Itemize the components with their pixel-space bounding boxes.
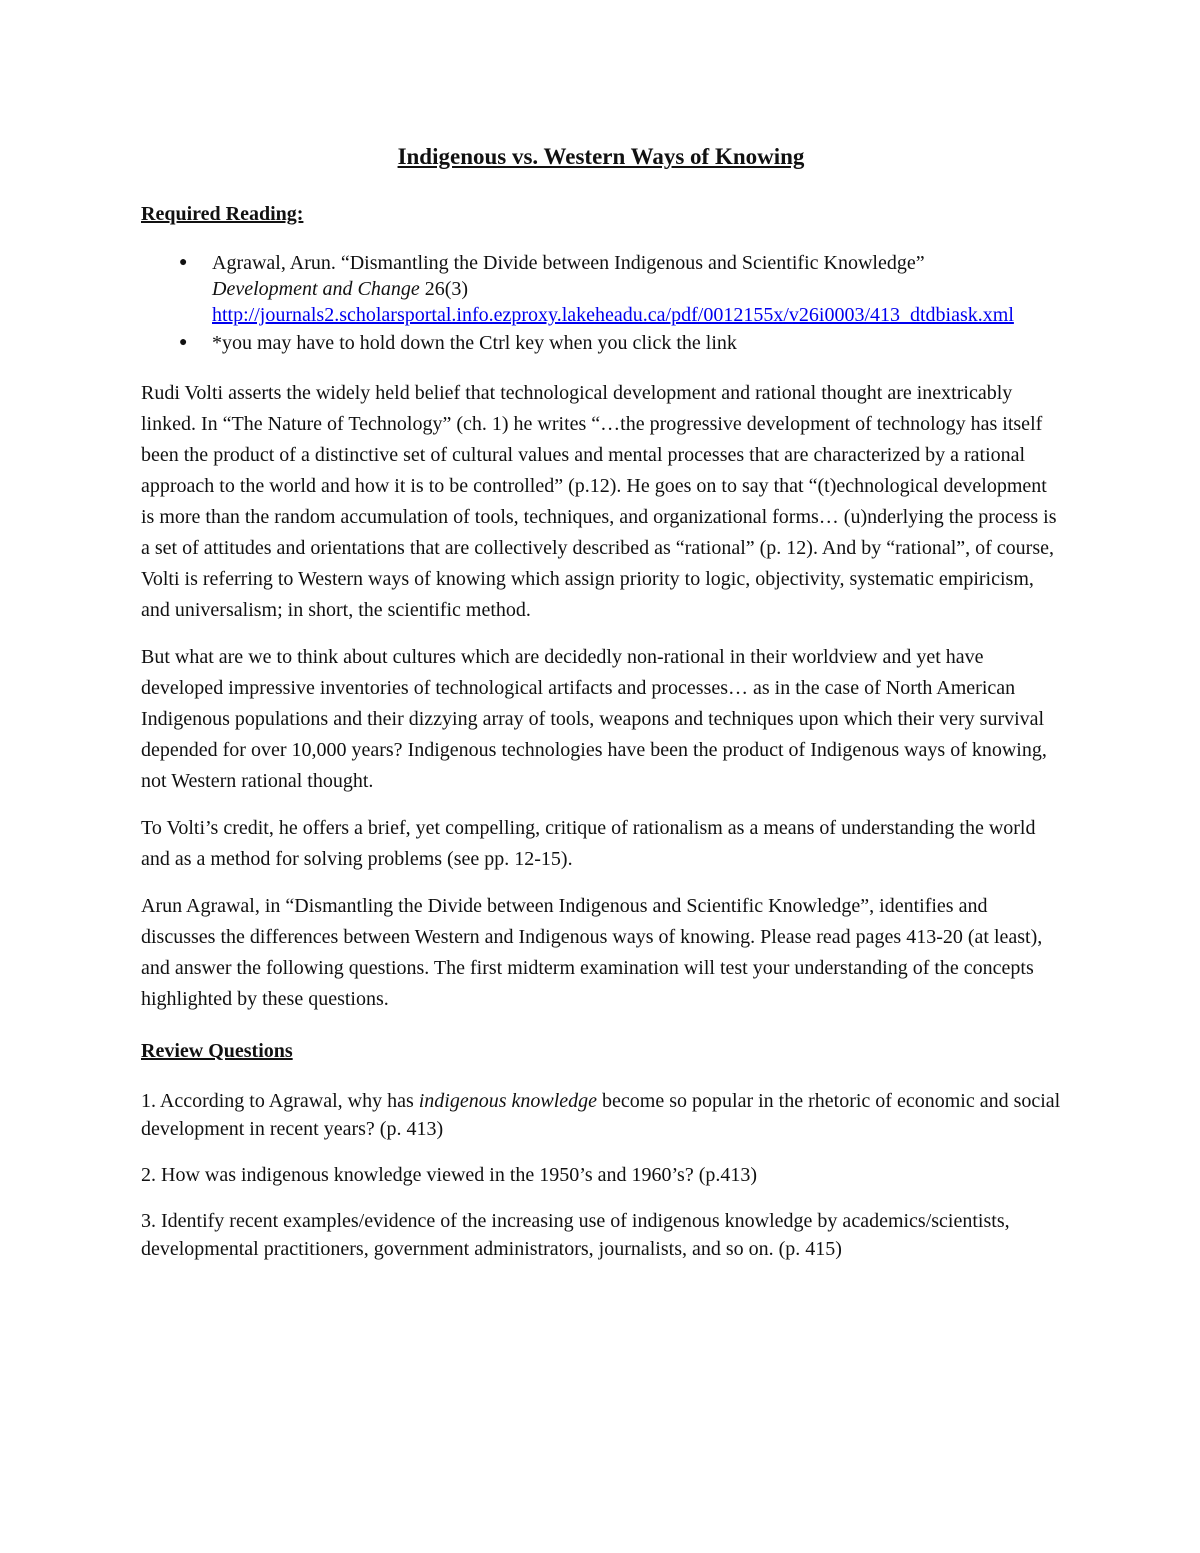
paragraph-volti: Rudi Volti asserts the widely held belief that technological development and rational thought are inextricably linked. In “The Nature of Technology” (ch. 1) he writes “…the progressive development of technology has itself been the product of a distinctive set of cultural values and mental processes that are characterized by a rational approach to the world and how it is to be controlled” (p.12). He goes on to say that “(t)echnological development is more than the random accumulation of tools, techniques, and organizational forms… (u)nderlying the process is a set of attitudes and orientations that are collectively described as “rational” (p. 12). And by “rational”, of course, Volti is referring to Western ways of knowing which assign priority to logic, objectivity, systematic empiricism, and universalism; in short, the scientific method.: [141, 382, 1057, 621]
reading-item-ctrl-note: [141, 330, 1061, 356]
question-1-emphasis: indigenous knowledge: [418, 1090, 598, 1112]
reading-item-agrawal: [141, 250, 1061, 328]
ctrl-key-note: *you may have to hold down the Ctrl key when you click the link: [212, 332, 737, 354]
document-body: [141, 140, 1061, 1281]
document-title: Indigenous vs. Western Ways of Knowing: [397, 144, 805, 169]
paragraph-agrawal: Arun Agrawal, in “Dismantling the Divide between Indigenous and Scientific Knowledge”, identifies and discusses the differences between Western and Indigenous ways of knowing. Please read pages 413-20 (at least), and answer the following questions. The first midterm examination will test your understanding of the concepts highlighted by these questions.: [141, 895, 1043, 1010]
paragraph-volti-credit: To Volti’s credit, he offers a brief, yet compelling, critique of rationalism as a means of understanding the world and as a method for solving problems (see pp. 12-15).: [141, 817, 1036, 870]
question-2: 2. How was indigenous knowledge viewed in the 1950’s and 1960’s? (p.413): [141, 1164, 758, 1186]
reading-journal: Development and Change: [212, 278, 420, 300]
question-1: [141, 1087, 1061, 1143]
required-reading-heading: Required Reading:: [141, 203, 304, 225]
reading-citation: Agrawal, Arun. “Dismantling the Divide between Indigenous and Scientific Knowledge”: [212, 252, 925, 274]
review-questions-heading: Review Questions: [141, 1040, 293, 1062]
question-1-end: become so popular in the rhetoric of economic and social development in recent years? (p. 413): [141, 1090, 1061, 1140]
question-3: 3. Identify recent examples/evidence of the increasing use of indigenous knowledge by academics/scientists, developmental practitioners, government administrators, journalists, and so on. (p. 415): [141, 1210, 1010, 1260]
reading-list: [141, 250, 1061, 356]
question-1-start: 1. According to Agrawal, why has: [141, 1090, 419, 1112]
bullet-icon: ●: [179, 335, 188, 350]
reading-issue: 26(3): [419, 278, 469, 300]
reading-link[interactable]: http://journals2.scholarsportal.info.ezproxy.lakeheadu.ca/pdf/0012155x/v26i0003/413_dtdbiask.xml: [212, 304, 1014, 326]
paragraph-non-rational: But what are we to think about cultures which are decidedly non-rational in their worldview and yet have developed impressive inventories of technological artifacts and processes… as in the case of North American Indigenous populations and their dizzying array of tools, weapons and techniques upon which their very survival depended for over 10,000 years? Indigenous technologies have been the product of Indigenous ways of knowing, not Western rational thought.: [141, 646, 1047, 792]
bullet-icon: ●: [179, 255, 188, 270]
